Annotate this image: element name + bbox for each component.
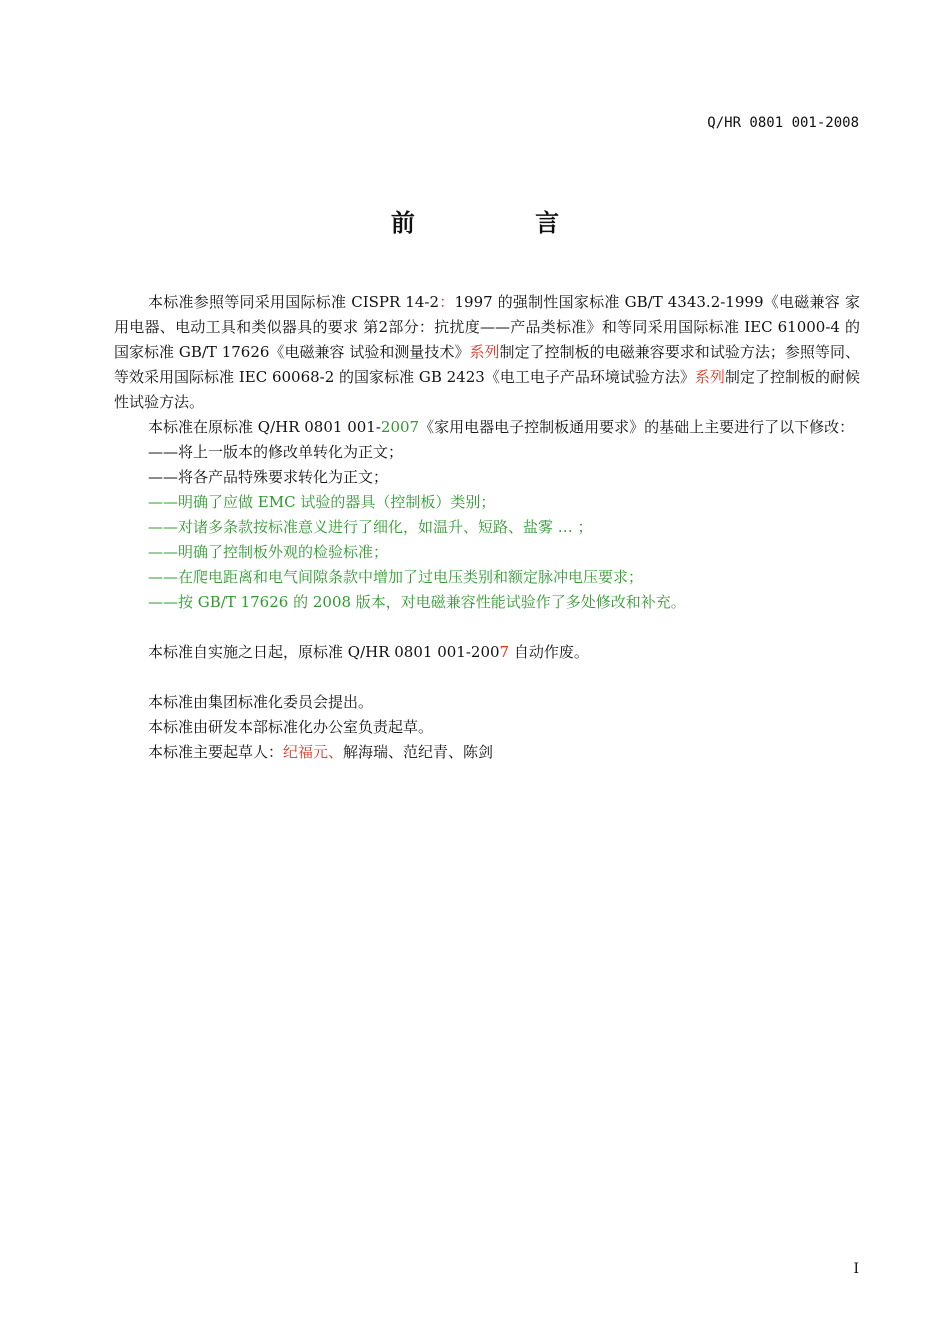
page-number: I — [853, 1261, 859, 1277]
paragraph-proposer: 本标准由集团标准化委员会提出。 — [148, 693, 374, 711]
text-span: 制定了控制板的耐候性试验方法。 — [114, 368, 860, 411]
list-item: ——在爬电距离和电气间隙条款中增加了过电压类别和额定脉冲电压要求； — [148, 568, 644, 586]
list-item: ——明确了应做 EMC 试验的器具（控制板）类别； — [148, 493, 496, 511]
text-span: 本标准自实施之日起，原标准 Q/HR 0801 001-200 — [148, 643, 500, 661]
text-span: 《家用电器电子控制板通用要求》的基础上主要进行了以下修改： — [419, 418, 855, 436]
list-item: ——对诸多条款按标准意义进行了细化，如温升、短路、盐雾 … ； — [148, 518, 593, 536]
text-span: 自动作废。 — [509, 643, 589, 661]
highlight-red: 纪福元、 — [283, 743, 344, 761]
page-title: 前 言 — [390, 208, 616, 237]
drafters-names: 解海瑞、范纪青、陈剑 — [343, 743, 494, 761]
highlight-green: 2007 — [380, 418, 420, 436]
text-span: 本标准参照等同采用国际标准 CISPR 14-2 — [148, 293, 439, 311]
drafters-label: 本标准主要起草人： — [148, 743, 284, 761]
paragraph-supersedes — [114, 640, 860, 665]
highlight-red: 系列 — [694, 368, 725, 386]
foreword-body — [114, 290, 860, 765]
paragraph-drafting-unit: 本标准由研发本部标准化办公室负责起草。 — [148, 718, 434, 736]
list-item: ——按 GB/T 17626 的 2008 版本，对电磁兼容性能试验作了多处修改和补充。 — [148, 593, 686, 611]
highlight-red: 系列 — [469, 343, 500, 361]
highlight-red: ： — [439, 293, 455, 311]
text-span: 1997 的强制性国家标准 GB/T 4343.2-1999《电磁兼容 家用电器、电动工具和类似器具的要求 第2部分：抗扰度——产品类标准》和等同采用国际标准 IEC 61000-4 的国家标准 GB/T 17626《电磁兼容 试验和测量技术》 — [114, 293, 860, 361]
paragraph-drafters — [114, 740, 860, 765]
spacer — [114, 615, 860, 640]
text-span: 本标准在原标准 Q/HR 0801 001- — [148, 418, 381, 436]
paragraph-references — [114, 290, 860, 415]
highlight-red: 7 — [499, 643, 510, 661]
document-code: Q/HR 0801 001-2008 — [707, 115, 859, 131]
list-item: ——明确了控制板外观的检验标准； — [148, 543, 389, 561]
list-item: ——将上一版本的修改单转化为正文； — [148, 443, 404, 461]
spacer — [114, 665, 860, 690]
paragraph-revision-intro — [114, 415, 860, 440]
text-span: 制定了控制板的电磁兼容要求和试验方法；参照等同、等效采用国际标准 IEC 60068-2 的国家标准 GB 2423《电工电子产品环境试验方法》 — [114, 343, 860, 386]
list-item: ——将各产品特殊要求转化为正文； — [148, 468, 389, 486]
